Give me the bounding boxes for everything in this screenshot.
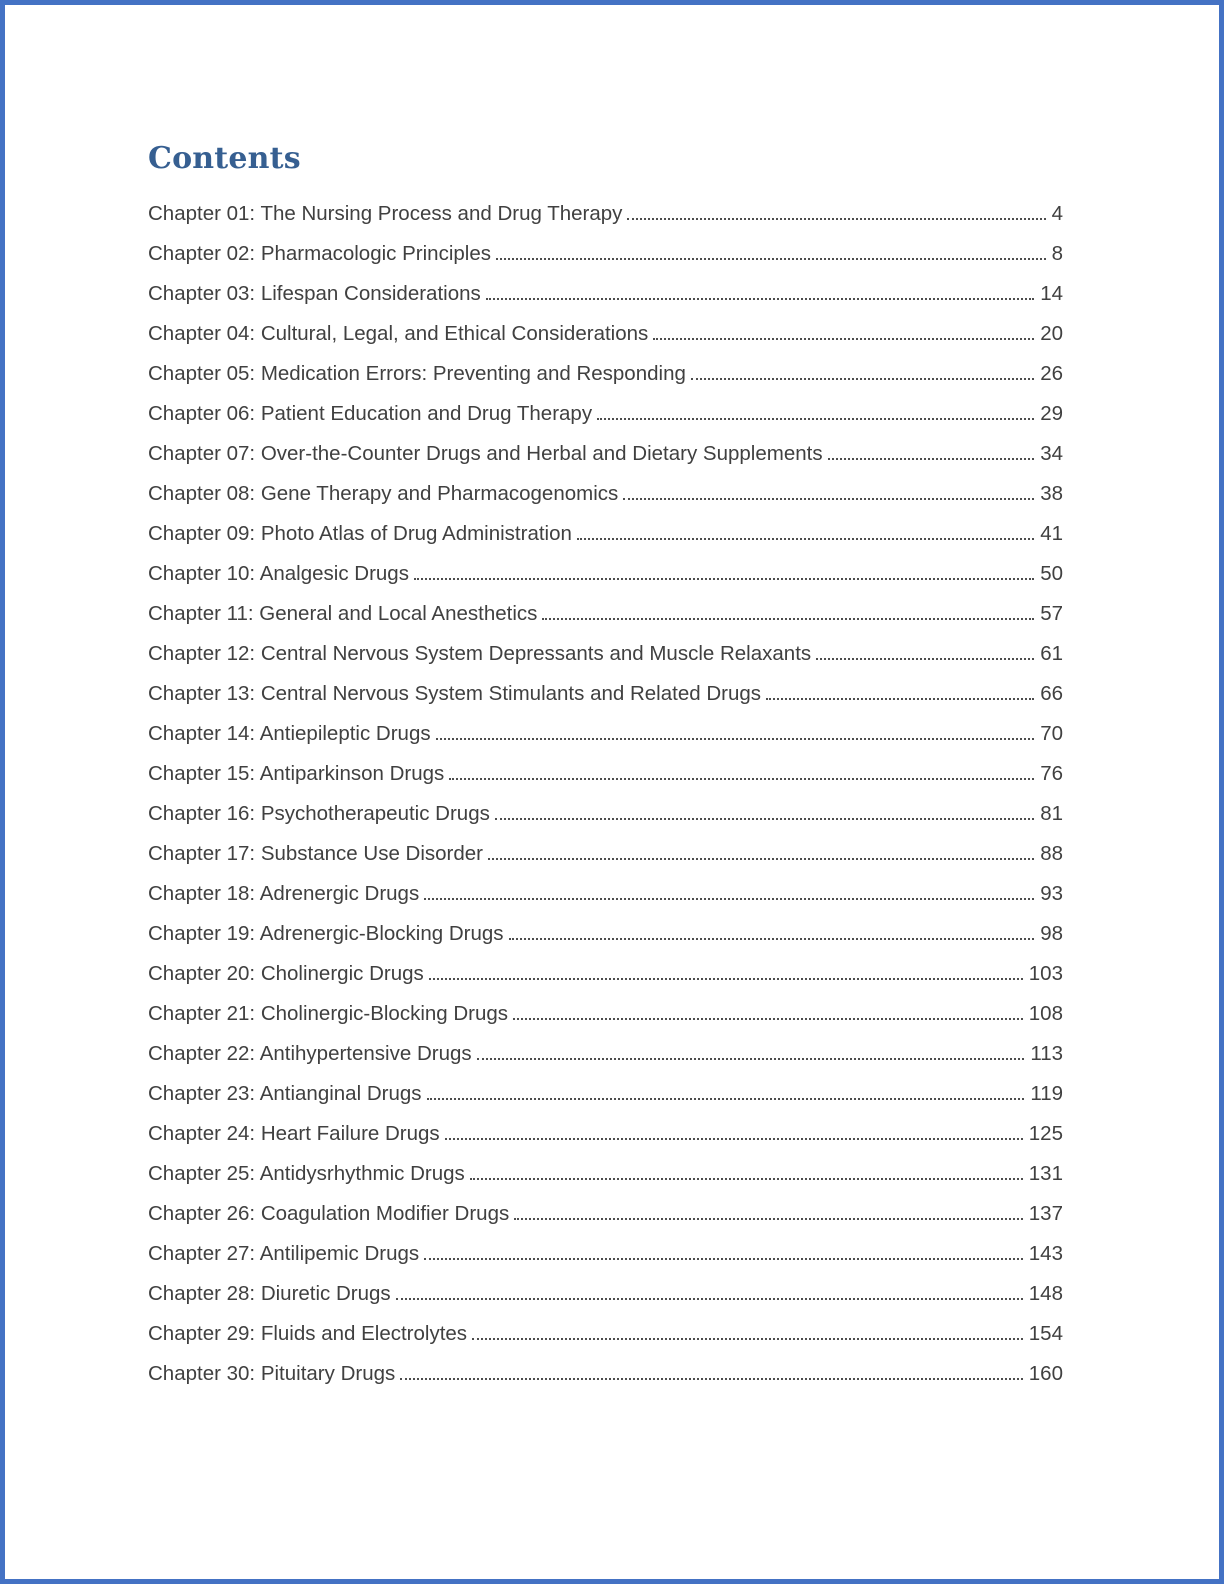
dot-leader [495,818,1034,820]
dot-leader [653,338,1034,340]
toc-entry-page: 38 [1040,482,1063,505]
toc-entry-label: Chapter 02: Pharmacologic Principles [148,242,491,265]
toc-entry [148,563,1063,585]
toc-entry-page: 88 [1040,842,1063,865]
dot-leader [427,1098,1025,1100]
toc-entry-label: Chapter 27: Antilipemic Drugs [148,1242,420,1265]
toc-entry [148,203,1063,225]
toc-entry-page: 125 [1028,1122,1063,1145]
dot-leader [470,1178,1023,1180]
toc-entry-page: 154 [1028,1322,1063,1345]
toc-entry-page: 8 [1051,242,1063,265]
toc-entry [148,243,1063,265]
toc-entry-label: Chapter 19: Adrenergic-Blocking Drugs [148,922,504,945]
toc-entry-page: 93 [1040,882,1063,905]
toc-list [148,203,1063,1385]
toc-entry-page: 61 [1040,642,1063,665]
toc-entry-label: Chapter 17: Substance Use Disorder [148,842,484,865]
toc-entry-label: Chapter 08: Gene Therapy and Pharmacogenomics [148,482,619,505]
page-title: Contents [148,141,301,176]
toc-entry-page: 26 [1040,362,1063,385]
dot-leader [445,1138,1023,1140]
toc-entry-page: 131 [1028,1162,1063,1185]
toc-entry [148,1283,1063,1305]
toc-entry-label: Chapter 18: Adrenergic Drugs [148,882,420,905]
toc-entry [148,803,1063,825]
toc-entry-label: Chapter 10: Analgesic Drugs [148,562,409,585]
dot-leader [486,298,1034,300]
toc-entry-page: 160 [1028,1362,1063,1385]
toc-entry-label: Chapter 24: Heart Failure Drugs [148,1122,440,1145]
toc-entry [148,1003,1063,1025]
toc-entry [148,643,1063,665]
toc-entry [148,603,1063,625]
toc-entry [148,1123,1063,1145]
toc-entry [148,1363,1063,1385]
toc-entry-page: 14 [1040,282,1063,305]
toc-entry-label: Chapter 30: Pituitary Drugs [148,1362,396,1385]
toc-entry-page: 76 [1040,762,1063,785]
toc-entry-label: Chapter 26: Coagulation Modifier Drugs [148,1202,510,1225]
toc-entry-label: Chapter 06: Patient Education and Drug Therapy [148,402,593,425]
dot-leader [542,618,1034,620]
dot-leader [396,1298,1023,1300]
dot-leader [496,258,1046,260]
dot-leader [514,1218,1023,1220]
dot-leader [577,538,1034,540]
toc-entry-label: Chapter 15: Antiparkinson Drugs [148,762,445,785]
toc-entry [148,1243,1063,1265]
toc-entry-page: 57 [1040,602,1063,625]
dot-leader [509,938,1035,940]
toc-entry-page: 98 [1040,922,1063,945]
toc-entry-page: 113 [1030,1042,1063,1065]
toc-entry [148,923,1063,945]
dot-leader [828,458,1035,460]
toc-entry-label: Chapter 05: Medication Errors: Preventing and Responding [148,362,686,385]
toc-entry [148,323,1063,345]
toc-entry-label: Chapter 21: Cholinergic-Blocking Drugs [148,1002,509,1025]
toc-entry [148,1323,1063,1345]
toc-entry-page: 148 [1028,1282,1063,1305]
toc-entry [148,1203,1063,1225]
toc-entry [148,963,1063,985]
dot-leader [477,1058,1025,1060]
dot-leader [424,898,1034,900]
dot-leader [472,1338,1023,1340]
toc-entry-label: Chapter 28: Diuretic Drugs [148,1282,391,1305]
toc-entry [148,363,1063,385]
toc-entry-label: Chapter 11: General and Local Anesthetics [148,602,538,625]
dot-leader [429,978,1023,980]
toc-entry [148,763,1063,785]
toc-entry-page: 108 [1028,1002,1063,1025]
toc-entry-page: 70 [1040,722,1063,745]
dot-leader [449,778,1034,780]
toc-entry-label: Chapter 16: Psychotherapeutic Drugs [148,802,490,825]
toc-entry-page: 50 [1040,562,1063,585]
toc-entry [148,1083,1063,1105]
toc-entry-label: Chapter 20: Cholinergic Drugs [148,962,424,985]
toc-entry-page: 29 [1040,402,1063,425]
dot-leader [597,418,1034,420]
toc-entry [148,403,1063,425]
toc-entry-page: 119 [1030,1082,1063,1105]
toc-entry-page: 137 [1028,1202,1063,1225]
dot-leader [513,1018,1023,1020]
dot-leader [424,1258,1023,1260]
dot-leader [627,218,1045,220]
toc-entry-page: 20 [1040,322,1063,345]
toc-entry-page: 34 [1040,442,1063,465]
toc-entry-label: Chapter 14: Antiepileptic Drugs [148,722,431,745]
toc-entry-label: Chapter 23: Antianginal Drugs [148,1082,422,1105]
dot-leader [488,858,1034,860]
dot-leader [691,378,1034,380]
toc-entry-label: Chapter 03: Lifespan Considerations [148,282,481,305]
toc-entry-page: 4 [1051,202,1063,225]
dot-leader [414,578,1034,580]
toc-entry [148,1043,1063,1065]
toc-entry [148,883,1063,905]
toc-entry-page: 66 [1040,682,1063,705]
dot-leader [816,658,1034,660]
toc-entry-label: Chapter 07: Over-the-Counter Drugs and Herbal and Dietary Supplements [148,442,823,465]
dot-leader [766,698,1034,700]
toc-entry-page: 81 [1040,802,1063,825]
toc-entry-label: Chapter 22: Antihypertensive Drugs [148,1042,472,1065]
toc-entry-label: Chapter 13: Central Nervous System Stimulants and Related Drugs [148,682,762,705]
toc-entry [148,723,1063,745]
toc-entry-label: Chapter 04: Cultural, Legal, and Ethical Considerations [148,322,649,345]
toc-entry-page: 41 [1040,522,1063,545]
toc-entry-label: Chapter 29: Fluids and Electrolytes [148,1322,468,1345]
toc-entry [148,283,1063,305]
toc-entry [148,443,1063,465]
dot-leader [400,1378,1023,1380]
toc-entry [148,843,1063,865]
toc-entry [148,683,1063,705]
toc-entry-label: Chapter 01: The Nursing Process and Drug Therapy [148,202,623,225]
toc-entry [148,483,1063,505]
toc-entry-label: Chapter 09: Photo Atlas of Drug Administration [148,522,572,545]
toc-entry-label: Chapter 25: Antidysrhythmic Drugs [148,1162,465,1185]
toc-entry-page: 143 [1028,1242,1063,1265]
toc-entry [148,1163,1063,1185]
toc-entry-page: 103 [1028,962,1063,985]
dot-leader [623,498,1034,500]
dot-leader [436,738,1035,740]
toc-entry-label: Chapter 12: Central Nervous System Depressants and Muscle Relaxants [148,642,812,665]
toc-entry [148,523,1063,545]
